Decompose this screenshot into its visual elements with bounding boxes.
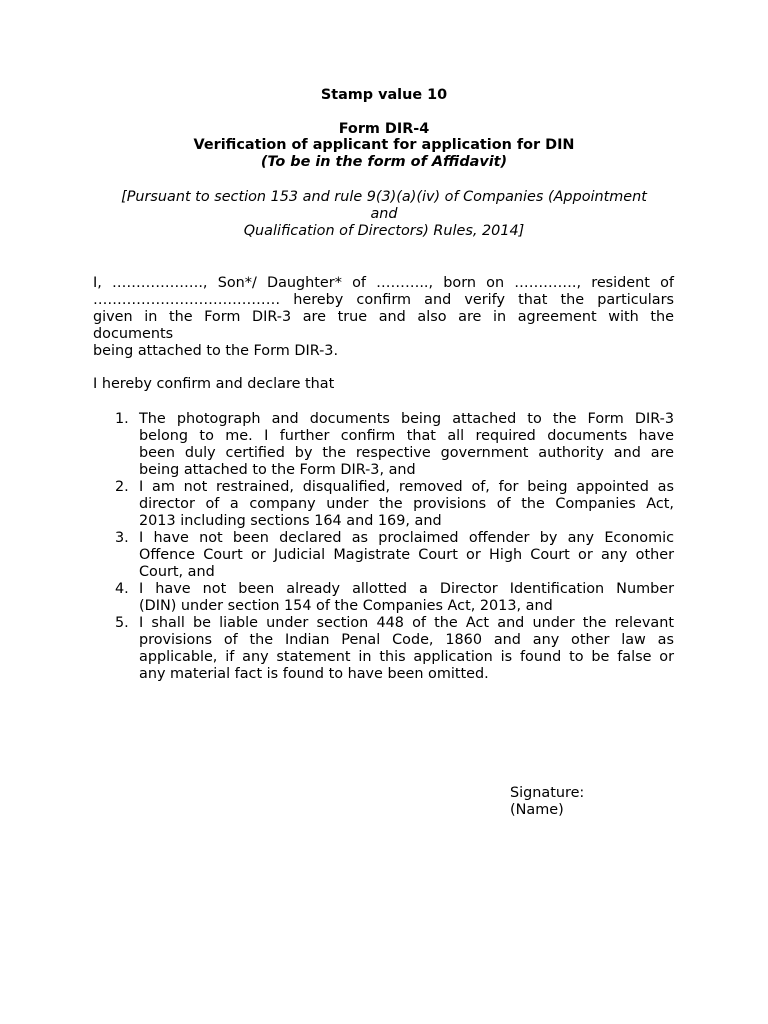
- intro-line: given in the Form DIR-3 are true and also are in agreement with the: [93, 309, 674, 325]
- declaration-line: director of a company under the provisions of the Companies Act,: [139, 496, 674, 512]
- pursuant-line: Qualification of Directors) Rules, 2014]: [243, 223, 525, 239]
- signature-label: Signature:: [510, 785, 585, 801]
- declaration-item: [115, 479, 674, 530]
- pursuant-line: and: [370, 206, 398, 222]
- declaration-number: 3.: [115, 530, 129, 546]
- declaration-line: The photograph and documents being attached to the Form DIR-3: [139, 411, 674, 427]
- declaration-number: 2.: [115, 479, 129, 495]
- declaration-item: [115, 615, 674, 683]
- stamp-value: Stamp value 10: [320, 87, 448, 103]
- declaration-number: 1.: [115, 411, 129, 427]
- declaration-line: any material fact is found to have been omitted.: [139, 666, 489, 682]
- declaration-item: [115, 581, 674, 615]
- signature-block: [510, 785, 670, 819]
- declaration-line: I shall be liable under section 448 of the Act and under the relevant: [139, 615, 674, 631]
- declaration-line: being attached to the Form DIR-3, and: [139, 462, 416, 478]
- declaration-number: 4.: [115, 581, 129, 597]
- declaration-line: provisions of the Indian Penal Code, 1860 and any other law as: [139, 632, 674, 648]
- intro-line: I, ………………., Son*/ Daughter* of ……….., born on …………., resident of: [93, 275, 674, 291]
- declaration-line: I am not restrained, disqualified, removed of, for being appointed as: [139, 479, 674, 495]
- declaration-line: 2013 including sections 164 and 169, and: [139, 513, 442, 529]
- signature-name: (Name): [510, 802, 564, 818]
- form-subtitle: Verification of applicant for application for DIN: [193, 137, 575, 153]
- declaration-list: [115, 411, 674, 683]
- intro-line: documents: [93, 326, 174, 342]
- form-title: Form DIR-4: [338, 121, 430, 137]
- declaration-item: [115, 530, 674, 581]
- declaration-number: 5.: [115, 615, 129, 631]
- declaration-line: I have not been declared as proclaimed offender by any Economic: [139, 530, 674, 546]
- declaration-line: applicable, if any statement in this application is found to be false or: [139, 649, 674, 665]
- intro-line: being attached to the Form DIR-3.: [93, 343, 339, 359]
- pursuant-line: [Pursuant to section 153 and rule 9(3)(a)(iv) of Companies (Appointment: [121, 189, 647, 205]
- intro-paragraph: [93, 275, 674, 360]
- declaration-line: been duly certified by the respective government authority and are: [139, 445, 674, 461]
- pursuant-clause: [90, 189, 678, 240]
- declaration-line: I have not been already allotted a Director Identification Number: [139, 581, 674, 597]
- declaration-item: [115, 411, 674, 479]
- declaration-line: belong to me. I further confirm that all required documents have: [139, 428, 674, 444]
- form-note: (To be in the form of Affidavit): [260, 154, 508, 170]
- declaration-line: Offence Court or Judicial Magistrate Court or High Court or any other: [139, 547, 674, 563]
- declare-statement: I hereby confirm and declare that: [93, 376, 335, 392]
- declaration-line: Court, and: [139, 564, 215, 580]
- intro-line: ………………………………… hereby confirm and verify that the particulars: [93, 292, 674, 308]
- declaration-line: (DIN) under section 154 of the Companies Act, 2013, and: [139, 598, 553, 614]
